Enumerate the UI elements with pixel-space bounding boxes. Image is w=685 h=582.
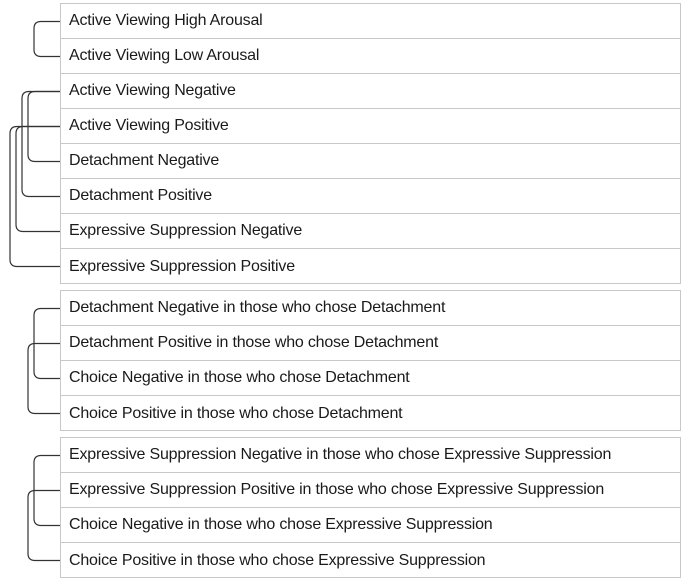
connector-g1-0-2 [34,309,60,379]
row-es-positive-chose-es: Expressive Suppression Positive in those who chose Expressive Suppression [61,473,680,508]
group-chose-expressive-suppression [60,437,681,578]
row-expressive-suppression-positive: Expressive Suppression Positive [69,257,295,275]
row-detachment-positive-chose-detachment: Detachment Positive in those who chose Detachment [61,326,680,361]
row-active-viewing-negative: Active Viewing Negative [61,74,680,109]
connector-g2-1-3 [28,491,60,561]
connector-g1-1-3 [28,344,60,414]
row-choice-negative-chose-detachment: Choice Negative in those who chose Detachment [61,361,680,396]
connector-g2-0-2 [34,456,60,526]
row-detachment-negative: Detachment Negative [61,144,680,179]
group-main-conditions [60,3,681,284]
row-detachment-negative-chose-detachment: Detachment Negative in those who chose Detachment [61,291,680,326]
connector-g0-0-1 [34,22,60,57]
row-active-viewing-low-arousal: Active Viewing Low Arousal [61,39,680,74]
connector-g0-2-5 [22,92,60,197]
row-choice-positive-chose-es: Choice Positive in those who chose Expressive Suppression [69,551,486,569]
row-detachment-positive: Detachment Positive [61,179,680,214]
row-choice-negative-chose-es: Choice Negative in those who chose Expressive Suppression [61,508,680,543]
row-choice-positive-chose-detachment: Choice Positive in those who chose Detachment [69,404,403,422]
row-active-viewing-high-arousal: Active Viewing High Arousal [61,4,680,39]
row-expressive-suppression-negative: Expressive Suppression Negative [61,214,680,249]
connector-g0-2-4 [28,92,60,162]
group-chose-detachment [60,290,681,431]
connector-g0-3-7 [10,127,60,267]
row-es-negative-chose-es: Expressive Suppression Negative in those who chose Expressive Suppression [61,438,680,473]
connector-g0-3-6 [16,127,60,232]
row-active-viewing-positive: Active Viewing Positive [61,109,680,144]
